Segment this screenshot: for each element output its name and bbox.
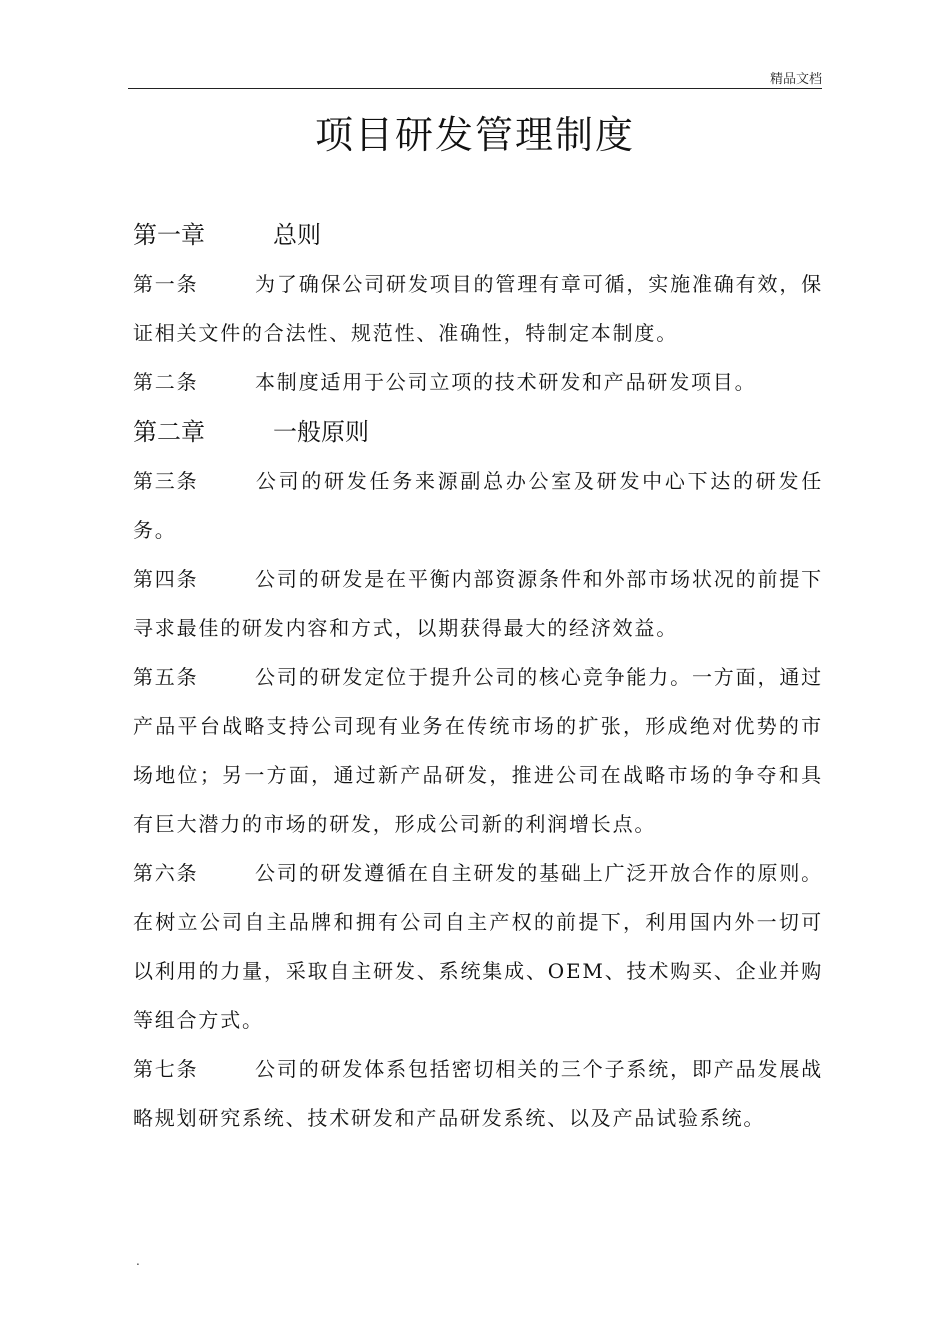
chapter-number: 第一章 xyxy=(133,221,205,249)
document-title: 项目研发管理制度 xyxy=(314,113,635,157)
article-text: 公司的研发是在平衡内部资源条件和外部市场状况的前提下寻求最佳的研发内容和方式，以期获得最大的经济效益。 xyxy=(133,567,823,640)
article-text: 公司的研发体系包括密切相关的三个子系统，即产品发展战略规划研究系统、技术研发和产品研发系统、以及产品试验系统。 xyxy=(133,1057,823,1130)
article-paragraph xyxy=(133,1045,823,1143)
article-text: 本制度适用于公司立项的技术研发和产品研发项目。 xyxy=(255,370,757,394)
article-paragraph xyxy=(133,555,823,653)
article-text: 公司的研发遵循在自主研发的基础上广泛开放合作的原则。在树立公司自主品牌和拥有公司自主产权的前提下，利用国内外一切可以利用的力量，采取自主研发、系统集成、OEM、技术购买、企业并购等组合方式。 xyxy=(133,861,823,1032)
page-header xyxy=(128,62,822,89)
chapter-title: 总则 xyxy=(273,221,321,249)
article-number: 第四条 xyxy=(133,567,199,591)
document-body xyxy=(133,210,823,1143)
article-paragraph xyxy=(133,358,823,407)
article-paragraph xyxy=(133,457,823,555)
chapter-title: 一般原则 xyxy=(273,418,369,446)
article-number: 第三条 xyxy=(133,469,199,493)
article-text: 为了确保公司研发项目的管理有章可循，实施准确有效，保证相关文件的合法性、规范性、准确性，特制定本制度。 xyxy=(133,272,823,345)
footer-mark: . xyxy=(136,1254,140,1268)
chapter-number: 第二章 xyxy=(133,418,205,446)
article-number: 第一条 xyxy=(133,272,199,296)
article-paragraph xyxy=(133,849,823,1045)
article-number: 第五条 xyxy=(133,665,199,689)
article-number: 第七条 xyxy=(133,1057,199,1081)
article-number: 第二条 xyxy=(133,370,199,394)
chapter-heading xyxy=(133,407,823,457)
article-text: 公司的研发任务来源副总办公室及研发中心下达的研发任务。 xyxy=(133,469,823,542)
header-label: 精品文档 xyxy=(769,72,822,87)
article-paragraph xyxy=(133,260,823,358)
article-text: 公司的研发定位于提升公司的核心竞争能力。一方面，通过产品平台战略支持公司现有业务在传统市场的扩张，形成绝对优势的市场地位；另一方面，通过新产品研发，推进公司在战略市场的争夺和具有巨大潜力的市场的研发，形成公司新的利润增长点。 xyxy=(133,665,823,836)
article-number: 第六条 xyxy=(133,861,199,885)
article-paragraph xyxy=(133,653,823,849)
chapter-heading xyxy=(133,210,823,260)
